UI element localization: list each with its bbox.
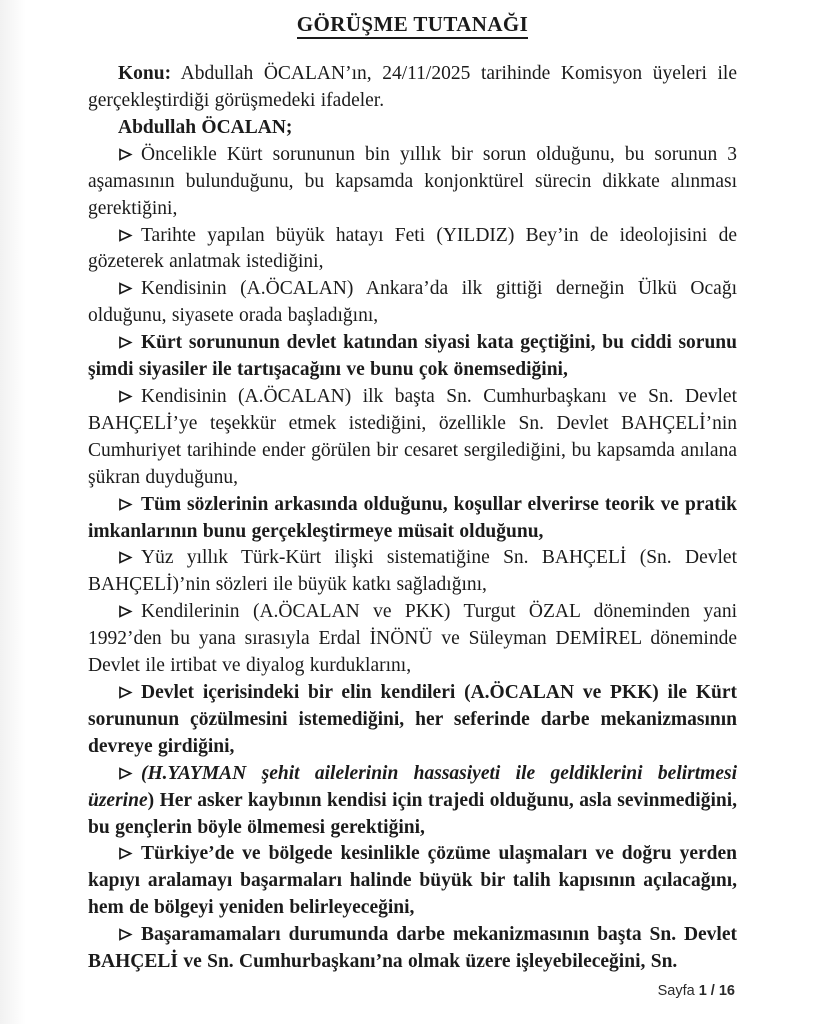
statement-item (88, 922, 737, 976)
statement-item (88, 142, 737, 223)
statement-text: Yüz yıllık Türk-Kürt ilişki sistematiğine Sn. BAHÇELİ (Sn. Devlet BAHÇELİ)’nin sözleri ile büyük katkı sağladığını, (88, 547, 737, 596)
page-footer-label: Sayfa (657, 982, 695, 999)
subject-label: Konu: (118, 63, 172, 85)
statement-item (88, 680, 737, 761)
arrow-bullet-icon (118, 148, 133, 161)
arrow-bullet-icon (118, 928, 133, 941)
arrow-bullet-icon (118, 605, 133, 618)
subject-paragraph (88, 61, 737, 115)
statement-item (88, 492, 737, 546)
statement-text: Tarihte yapılan büyük hatayı Feti (YILDIZ) Bey’in de ideolojisini de gözeterek anlatmak istediğini, (88, 224, 737, 273)
statement-item (88, 384, 737, 492)
statement-text: Kendisinin (A.ÖCALAN) Ankara’da ilk gittiği derneğin Ülkü Ocağı olduğunu, siyasete orada başladığını, (88, 278, 737, 327)
statement-text: Türkiye’de ve bölgede kesinlikle çözüme ulaşmaları ve doğru yerden kapıyı aralamayı başarmaları halinde büyük bir talih kapısının açılacağını, hem de bölgeyi yeniden belirleyeceğini, (88, 843, 737, 919)
page-footer (0, 983, 821, 999)
statement-text: Kendisinin (A.ÖCALAN) ilk başta Sn. Cumhurbaşkanı ve Sn. Devlet BAHÇELİ’ye teşekkür etmek istediğini, özellikle Sn. Devlet BAHÇELİ’nin Cumhuriyet tarihinde ender görülen bir cesaret sergilediğini, bu kapsamda anılana şükran duyduğunu, (88, 386, 737, 488)
statement-item (88, 330, 737, 384)
statement-item (88, 223, 737, 277)
arrow-bullet-icon (118, 767, 133, 780)
statement-text: Kürt sorununun devlet katından siyasi kata geçtiğini, bu ciddi sorunu şimdi siyasiler ile tartışacağını ve bunu çok önemsediğini, (88, 332, 737, 381)
arrow-bullet-icon (118, 551, 133, 564)
arrow-bullet-icon (118, 229, 133, 242)
statement-item (88, 545, 737, 599)
arrow-bullet-icon (118, 390, 133, 403)
title-row (88, 12, 737, 39)
statement-text: Tüm sözlerinin arkasında olduğunu, koşullar elverirse teorik ve pratik imkanlarının bunu gerçekleştirmeye müsait olduğunu, (88, 493, 737, 542)
statement-text: Öncelikle Kürt sorununun bin yıllık bir sorun olduğunu, bu sorunun 3 aşamasının bulunduğunu, bu kapsamda konjonktürel sürecin dikkate alınması gerektiğini, (88, 143, 737, 219)
page-title: GÖRÜŞME TUTANAĞI (297, 12, 528, 39)
page-number: 1 / 16 (698, 982, 735, 999)
statement-text: Devlet içerisindeki bir elin kendileri (A.ÖCALAN ve PKK) ile Kürt sorununun çözülmesini istemediğini, her seferinde darbe mekanizmasının devreye girdiğini, (88, 681, 737, 757)
arrow-bullet-icon (118, 847, 133, 860)
statement-list (88, 142, 737, 976)
statement-text: Kendilerinin (A.ÖCALAN ve PKK) Turgut ÖZAL döneminden yani 1992’den bu yana sırasıyla Erdal İNÖNÜ ve Süleyman DEMİREL döneminde Devlet ile irtibat ve diyalog kurduklarını, (88, 601, 737, 677)
arrow-bullet-icon (118, 498, 133, 511)
statement-item (88, 276, 737, 330)
statement-text: Başaramamaları durumunda darbe mekanizmasının başta Sn. Devlet BAHÇELİ ve Sn. Cumhurbaşkanı’na olmak üzere işleyebileceğini, Sn. (88, 924, 737, 973)
statement-item (88, 841, 737, 922)
speaker-name: Abdullah ÖCALAN; (118, 116, 293, 138)
arrow-bullet-icon (118, 336, 133, 349)
statement-item (88, 599, 737, 680)
subject-text: Abdullah ÖCALAN’ın, 24/11/2025 tarihinde Komisyon üyeleri ile gerçekleştirdiği görüşmedeki ifadeler. (88, 63, 737, 112)
statement-item (88, 761, 737, 842)
arrow-bullet-icon (118, 686, 133, 699)
statement-text: (H.YAYMAN şehit ailelerinin hassasiyeti ile geldiklerini belirtmesi üzerine) Her asker kaybının kendisi için trajedi olduğunu, asla sevinmediğini, bu gençlerin böyle ölmemesi gerektiğini, (88, 762, 737, 838)
arrow-bullet-icon (118, 282, 133, 295)
